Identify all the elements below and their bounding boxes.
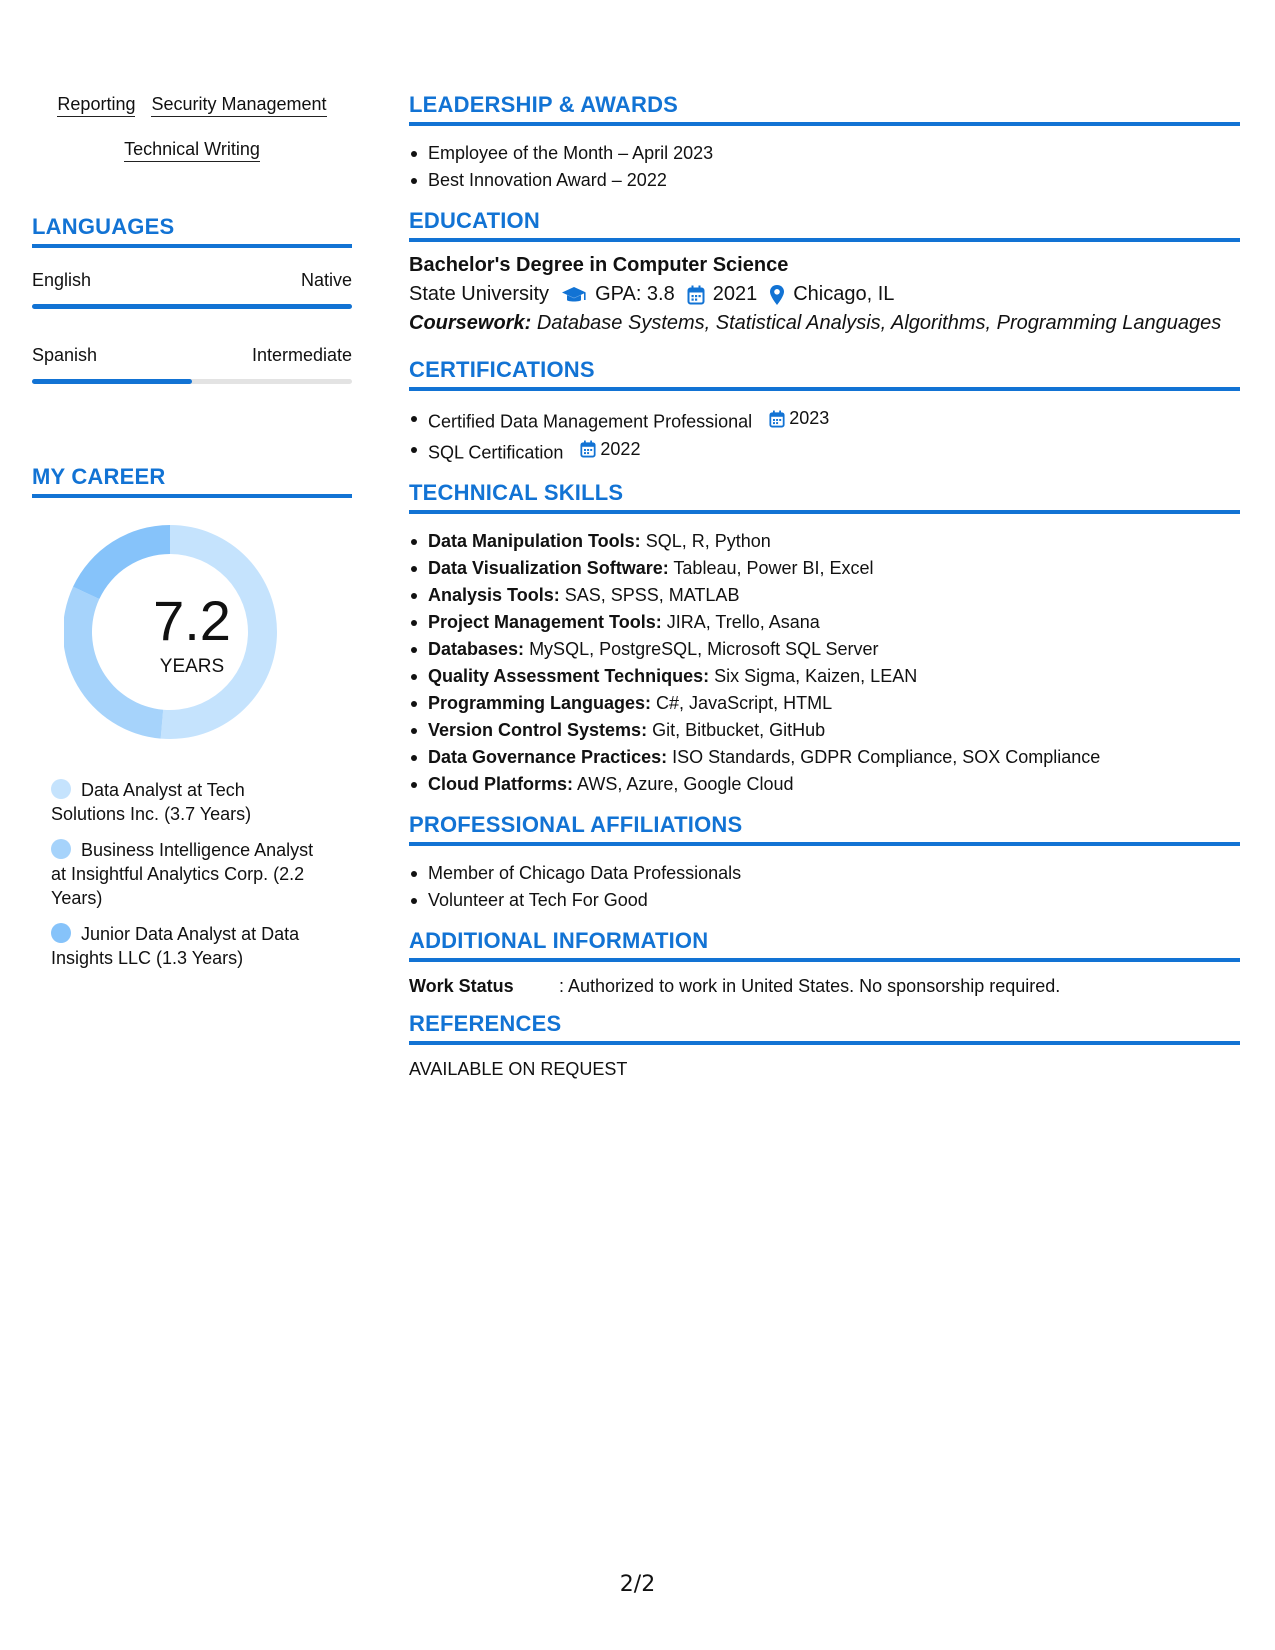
language-name: English	[32, 270, 92, 290]
skill-values: MySQL, PostgreSQL, Microsoft SQL Server	[529, 639, 879, 659]
leadership-list	[409, 140, 1240, 194]
language-bar	[32, 304, 352, 309]
technical-skills-title: TECHNICAL SKILLS	[409, 480, 1240, 514]
language-level: Intermediate	[251, 345, 352, 365]
skill-category: Analysis Tools:	[428, 585, 560, 605]
languages-title: LANGUAGES	[32, 214, 352, 248]
legend-dot-icon	[51, 923, 71, 943]
page-number: 2/2	[619, 1572, 656, 1597]
skill-values: ISO Standards, GDPR Compliance, SOX Compliance	[672, 747, 1101, 767]
certifications-list	[409, 405, 1240, 466]
calendar-icon	[580, 440, 596, 458]
skill-tag: Technical Writing	[124, 138, 260, 162]
coursework-list: Database Systems, Statistical Analysis, Algorithms, Programming Languages	[536, 312, 1222, 334]
skill-category: Databases:	[428, 639, 525, 659]
list-item	[409, 663, 1240, 690]
career-legend-label: Junior Data Analyst at Data Insights LLC (1.3 Years)	[51, 924, 300, 968]
list-item	[409, 690, 1240, 717]
calendar-icon	[769, 410, 785, 428]
skill-tag: Security Management	[151, 93, 326, 117]
list-item: Employee of the Month – April 2023	[409, 140, 1240, 167]
skill-values: Six Sigma, Kaizen, LEAN	[714, 666, 918, 686]
education-title: EDUCATION	[409, 208, 1240, 242]
skill-values: JIRA, Trello, Asana	[666, 612, 820, 632]
additional-info-title: ADDITIONAL INFORMATION	[409, 928, 1240, 962]
technical-skills-section	[409, 480, 1240, 798]
career-legend-label: Data Analyst at Tech Solutions Inc. (3.7 Years)	[51, 780, 252, 824]
list-item: Member of Chicago Data Professionals	[409, 860, 1240, 887]
certification-date	[580, 436, 640, 463]
technical-skills-list	[409, 528, 1240, 798]
career-legend-label: Business Intelligence Analyst at Insightful Analytics Corp. (2.2 Years)	[51, 840, 314, 908]
left-column	[32, 82, 352, 982]
list-item	[409, 582, 1240, 609]
list-item	[409, 405, 1240, 436]
list-item	[409, 636, 1240, 663]
location-pin-icon	[769, 284, 785, 306]
skill-values: AWS, Azure, Google Cloud	[577, 774, 794, 794]
leadership-section	[409, 92, 1240, 194]
education-location: Chicago, IL	[793, 283, 895, 305]
education-gpa: GPA: 3.8	[595, 283, 675, 305]
career-title: MY CAREER	[32, 464, 352, 498]
certifications-section	[409, 357, 1240, 466]
languages-section	[32, 214, 352, 384]
career-legend	[32, 778, 322, 970]
list-item: Volunteer at Tech For Good	[409, 887, 1240, 914]
skill-tag: Reporting	[57, 93, 135, 117]
affiliations-title: PROFESSIONAL AFFILIATIONS	[409, 812, 1240, 846]
certification-name: Certified Data Management Professional	[428, 411, 753, 432]
list-item	[409, 744, 1240, 771]
language-bar-fill	[32, 379, 192, 384]
work-status-row	[409, 976, 1240, 997]
certification-name: SQL Certification	[428, 442, 564, 462]
education-year: 2021	[712, 283, 758, 305]
education-school: State University	[409, 283, 550, 305]
list-item	[409, 717, 1240, 744]
skill-category: Data Manipulation Tools:	[428, 531, 641, 551]
career-legend-item	[51, 922, 322, 970]
list-item	[409, 771, 1240, 798]
certification-date	[769, 405, 829, 432]
references-text: AVAILABLE ON REQUEST	[409, 1059, 628, 1079]
leadership-title: LEADERSHIP & AWARDS	[409, 92, 1240, 126]
language-row	[32, 270, 352, 291]
coursework-label: Coursework:	[409, 312, 532, 334]
skill-category: Project Management Tools:	[428, 612, 662, 632]
work-status-label: Work Status	[409, 976, 514, 996]
skill-category: Data Governance Practices:	[428, 747, 668, 767]
right-column	[409, 92, 1240, 1094]
list-item	[409, 555, 1240, 582]
legend-dot-icon	[51, 779, 71, 799]
skill-category: Version Control Systems:	[428, 720, 648, 740]
certification-year: 2023	[789, 408, 830, 428]
skill-tags	[32, 82, 352, 172]
skill-values: C#, JavaScript, HTML	[656, 693, 833, 713]
list-item	[409, 609, 1240, 636]
legend-dot-icon	[51, 839, 71, 859]
skill-values: Tableau, Power BI, Excel	[673, 558, 874, 578]
certifications-title: CERTIFICATIONS	[409, 357, 1240, 391]
skill-category: Programming Languages:	[428, 693, 652, 713]
graduation-cap-icon	[561, 285, 587, 305]
education-coursework	[409, 312, 1240, 335]
language-bar	[32, 379, 352, 384]
career-total-value: 7.2	[153, 589, 231, 652]
references-section	[409, 1011, 1240, 1080]
certification-year: 2022	[600, 438, 641, 459]
career-section	[32, 464, 352, 970]
language-name: Spanish	[32, 345, 98, 365]
education-section	[409, 208, 1240, 335]
list-item	[409, 436, 1240, 467]
career-total-unit: YEARS	[159, 656, 225, 677]
skill-category: Data Visualization Software:	[428, 558, 669, 578]
language-level: Native	[300, 270, 352, 290]
education-details	[409, 283, 1240, 306]
skill-values: SAS, SPSS, MATLAB	[564, 585, 740, 605]
affiliations-section	[409, 812, 1240, 914]
education-degree: Bachelor's Degree in Computer Science	[409, 254, 789, 276]
list-item: Best Innovation Award – 2022	[409, 167, 1240, 194]
language-row	[32, 345, 352, 366]
additional-info-section	[409, 928, 1240, 997]
career-legend-item	[51, 838, 322, 910]
career-donut	[32, 522, 352, 762]
work-status-value: : Authorized to work in United States. No sponsorship required.	[559, 976, 1061, 996]
skill-values: SQL, R, Python	[645, 531, 771, 551]
affiliations-list	[409, 860, 1240, 914]
skill-values: Git, Bitbucket, GitHub	[652, 720, 826, 740]
skill-category: Quality Assessment Techniques:	[428, 666, 710, 686]
list-item	[409, 528, 1240, 555]
calendar-icon	[687, 285, 705, 305]
language-bar-fill	[32, 304, 352, 309]
career-legend-item	[51, 778, 322, 826]
skill-category: Cloud Platforms:	[428, 774, 574, 794]
references-title: REFERENCES	[409, 1011, 1240, 1045]
